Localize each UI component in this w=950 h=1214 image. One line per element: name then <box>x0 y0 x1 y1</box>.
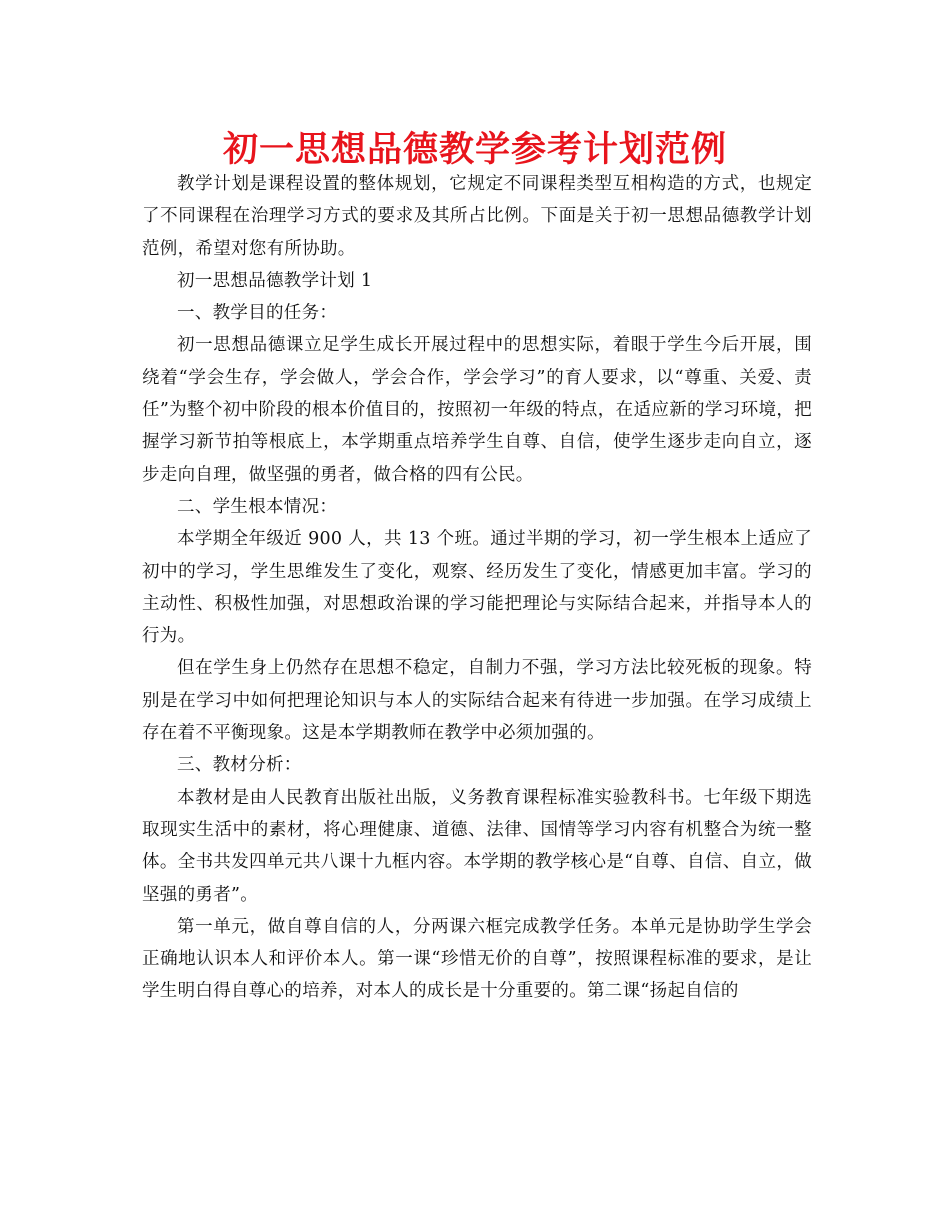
section-heading-goals: 一、教学目的任务： <box>177 303 338 324</box>
paragraph-goals: 初一思想品德课立足学生成长开展过程中的思想实际，着眼于学生今后开展，围绕着“学会生存，学会做人，学会合作，学会学习”的育人要求，以“尊重、关爱、责任”为整个初中阶段的根本价值目的，按照初一年级的特点，在适应新的学习环境，把握学习新节拍等根底上，本学期重点培养学生自尊、自信，使学生逐步走向自立，逐步走向自理，做坚强的勇者，做合格的四有公民。 <box>142 335 812 485</box>
paragraph-intro: 教学计划是课程设置的整体规划，它规定不同课程类型互相构造的方式，也规定了不同课程在治理学习方式的要求及其所占比例。下面是关于初一思想品德教学计划范例，希望对您有所协助。 <box>142 174 812 259</box>
section-heading-students: 二、学生根本情况： <box>177 496 338 517</box>
paragraph-students-issues: 但在学生身上仍然存在思想不稳定，自制力不强，学习方法比较死板的现象。特别是在学习中如何把理论知识与本人的实际结合起来有待进一步加强。在学习成绩上存在着不平衡现象。这是本学期教师在教学中必须加强的。 <box>142 658 812 744</box>
section-heading-materials: 三、教材分析： <box>177 755 302 776</box>
paragraph-students: 本学期全年级近 900 人，共 13 个班。通过半期的学习，初一学生根本上适应了初中的学习，学生思维发生了变化，观察、经历发生了变化，情感更加丰富。学习的主动性、积极性加强，对思想政治课的学习能把理论与实际结合起来，并指导本人的行为。 <box>142 529 812 647</box>
document-body <box>142 168 812 1008</box>
paragraph-unit-one: 第一单元，做自尊自信的人，分两课六框完成教学任务。本单元是协助学生学会正确地认识本人和评价本人。第一课“珍惜无价的自尊”，按照课程标准的要求，是让学生明白得自尊心的培养，对本人的成长是十分重要的。第二课“扬起自信的 <box>142 916 812 1002</box>
document-title: 初一思想品德教学参考计划范例 <box>222 130 727 170</box>
paragraph-materials: 本教材是由人民教育出版社出版，义务教育课程标准实验教科书。七年级下期选取现实生活中的素材，将心理健康、道德、法律、国情等学习内容有机整合为统一整体。全书共发四单元共八课十九框内容。本学期的教学核心是“自尊、自信、自立，做坚强的勇者”。 <box>142 787 812 905</box>
paragraph-plan-heading: 初一思想品德教学计划 1 <box>177 270 373 291</box>
